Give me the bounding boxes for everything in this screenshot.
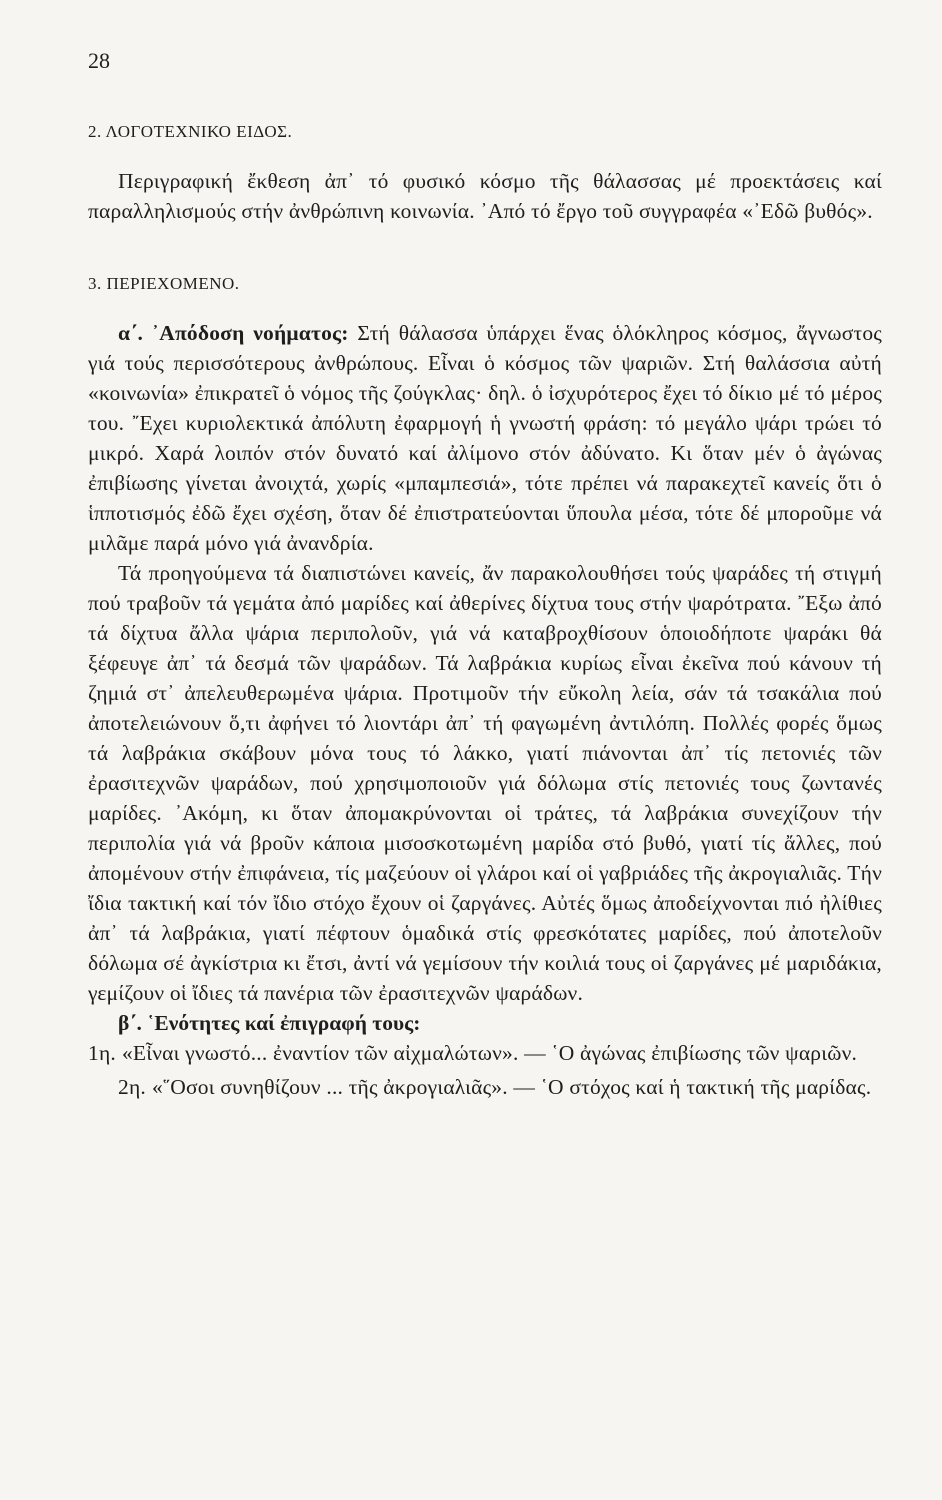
unit-text: «῞Οσοι συνηθίζουν ... τῆς ἀκρογιαλιᾶς». — ῾Ο στόχος καί ἡ τακτική τῆς μαρίδας. [151, 1075, 872, 1099]
unit-number: 2η. [118, 1075, 146, 1099]
section-3a-text: Στή θάλασσα ὑπάρχει ἕνας ὁλόκληρος κόσμος, ἄγνωστος γιά τούς περισσότερους ἀνθρώπους. Εἶναι ὁ κόσμος τῶν ψαριῶν. Στή θαλάσσια αὐτή «κοινωνία» ἐπικρατεῖ ὁ νόμος τῆς ζούγκλας· δηλ. ὁ ἰσχυρότερος ἔχει τό δίκιο μέ τό μέρος του. ῎Εχει κυριολεκτικά ἀπόλυτη ἐφαρμογή ἡ γνωστή φράση: τό μεγάλο ψάρι τρώει τό μικρό. Χαρά λοιπόν στόν δυνατό καί ἀλίμονο στόν ἀδύνατο. Κι ὅταν μέν ὁ ἀγώνας ἐπιβίωσης γίνεται ἀνοιχτά, χωρίς «μπαμπεσιά», τότε πρέπει νά παρακεχτεῖ κανείς ὅτι ὁ ἱπποτισμός ἐδῶ ἔχει σχέση, ὅταν δέ ἐπιστρατεύονται ὕπουλα μέσα, τότε δέ μποροῦμε νά μιλᾶμε παρά μόνο γιά ἀνανδρία. [88, 321, 883, 555]
unit-number: 1η. [88, 1041, 116, 1065]
unit-item-2 [88, 1072, 882, 1102]
section-3a-label: α΄. ᾿Απόδοση νοήματος: [118, 321, 349, 345]
section-3-heading: 3. ΠΕΡΙΕΧΟΜΕΝΟ. [88, 274, 240, 293]
section-3a-paragraph-2: Τά προηγούμενα τά διαπιστώνει κανείς, ἄν παρακολουθήσει τούς ψαράδες τή στιγμή πού τραβοῦν τά γεμάτα ἀπό μαρίδες καί ἀθερίνες δίχτυα τους στήν ψαρότρατα. ῎Εξω ἀπό τά δίχτυα ἄλλα ψάρια περιπολοῦν, γιά νά καταβροχθίσουν ὁποιοδήποτε ψαράκι θά ξέφευγε ἀπ᾿ τά δεσμά τῶν ψαράδων. Τά λαβράκια κυρίως εἶναι ἐκεῖνα πού κάνουν τή ζημιά στ᾿ ἀπελευθερωμένα ψάρια. Προτιμοῦν τήν εὔκολη λεία, σάν τά τσακάλια πού ἀποτελειώνουν ὅ,τι ἀφήνει τό λιοντάρι ἀπ᾿ τή φαγωμένη ἀντιλόπη. Πολλές φορές ὅμως τά λαβράκια σκάβουν μόνα τους τό λάκκο, γιατί πιάνονται ἀπ᾿ τίς πετονιές τῶν ἐρασιτεχνῶν ψαράδων, πού χρησιμοποιοῦν γιά δόλωμα στίς πετονιές τους ζωντανές μαρίδες. ᾿Ακόμη, κι ὅταν ἀπομακρύνονται οἱ τράτες, τά λαβράκια συνεχίζουν τήν περιπολία γιά νά βροῦν κάποια μισοσκοτωμένη μαρίδα στό βυθό, γιατί τίς ἄλλες, πού ἀπομένουν στήν ἐπιφάνεια, τίς μαζεύουν οἱ γλάροι καί οἱ γαβριάδες τῆς ἀκρογιαλιᾶς. Τήν ἴδια τακτική καί τόν ἴδιο στόχο ἔχουν οἱ ζαργάνες. Αὐτές ὅμως ἀποδείχνονται πιό ἠλίθιες ἀπ᾿ τά λαβράκια, γιατί πέφτουν ὁμαδικά στίς φρεσκότατες μαρίδες, πού ἀποτελοῦν δόλωμα σέ ἀγκίστρια κι ἔτσι, ἀντί νά γεμίσουν τήν κοιλιά τους οἱ ζαργάνες μέ μαριδάκια, γεμίζουν οἱ ἴδιες τά πανέρια τῶν ἐρασιτεχνῶν ψαράδων. [88, 561, 882, 1005]
section-3a-paragraph [88, 318, 882, 558]
unit-text: «Εἶναι γνωστό... ἐναντίον τῶν αἰχμαλώτων». — ῾Ο ἀγώνας ἐπιβίωσης τῶν ψαριῶν. [121, 1041, 858, 1065]
document-page [88, 48, 882, 1102]
page-number: 28 [88, 48, 110, 73]
section-2-text: Περιγραφική ἔκθεση ἀπ᾿ τό φυσικό κόσμο τῆς θάλασσας μέ προεκτάσεις καί παραλληλισμούς στήν ἀνθρώπινη κοινωνία. ᾿Από τό ἔργο τοῦ συγγραφέα «᾿Εδῶ βυθός». [88, 169, 882, 223]
section-2-heading: 2. ΛΟΓΟΤΕΧΝΙΚΟ ΕΙΔΟΣ. [88, 122, 293, 141]
unit-item-1 [88, 1038, 882, 1068]
section-3b-label: β΄. ῾Ενότητες καί ἐπιγραφή τους: [118, 1011, 421, 1035]
